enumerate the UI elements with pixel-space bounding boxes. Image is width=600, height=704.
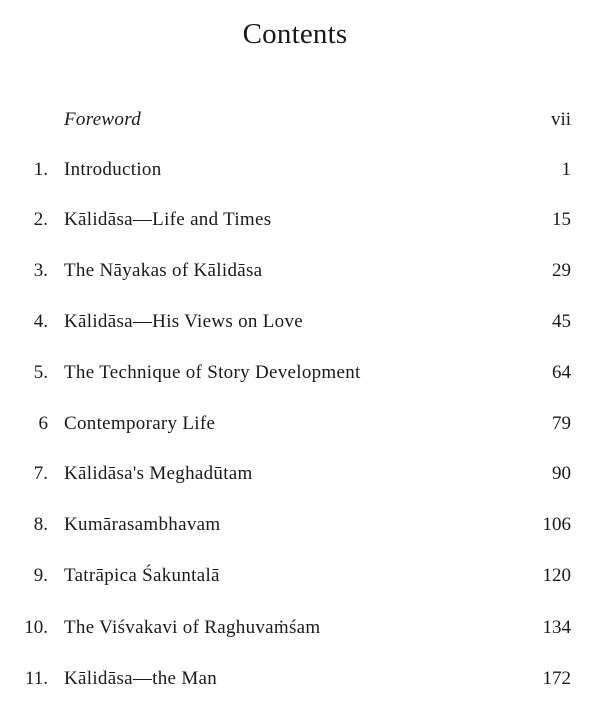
toc-entry-4 [0, 307, 600, 337]
entry-number: 11. [24, 668, 48, 689]
entry-number: 6 [38, 413, 48, 434]
entry-title: The Viśvakavi of Raghuvaṁśam [64, 617, 321, 638]
entry-title: Kālidāsa—Life and Times [64, 209, 272, 230]
toc-entry-foreword [0, 105, 600, 135]
entry-page: 64 [552, 362, 571, 383]
entry-page: vii [550, 109, 571, 130]
entry-number: 1. [33, 159, 48, 180]
entry-title: Tatrāpica Śakuntalā [64, 565, 220, 586]
entry-page: 15 [552, 209, 571, 230]
entry-number: 7. [33, 463, 48, 484]
toc-entry-2 [0, 205, 600, 235]
page-title: Contents [242, 18, 348, 50]
toc-entry-10 [0, 613, 600, 643]
entry-number: 9. [33, 565, 48, 586]
entry-number: 3. [33, 260, 48, 281]
toc-entry-8 [0, 510, 600, 540]
entry-number: 10. [24, 617, 48, 638]
toc-entry-11 [0, 664, 600, 694]
entry-page: 120 [542, 565, 571, 586]
entry-title: The Technique of Story Development [64, 362, 361, 383]
entry-title: The Nāyakas of Kālidāsa [64, 260, 263, 281]
entry-page: 90 [552, 463, 571, 484]
entry-title: Contemporary Life [64, 413, 216, 434]
entry-page: 79 [552, 413, 571, 434]
entry-page: 29 [552, 260, 571, 281]
toc-entry-3 [0, 256, 600, 286]
toc-entry-7 [0, 459, 600, 489]
toc-entry-5 [0, 358, 600, 388]
entry-title: Kumārasambhavam [64, 514, 221, 535]
entry-page: 45 [552, 311, 571, 332]
entry-number: 5. [33, 362, 48, 383]
entry-title: Kālidāsa's Meghadūtam [64, 463, 253, 484]
entry-page: 134 [542, 617, 571, 638]
entry-title: Kālidāsa—the Man [64, 668, 218, 689]
entry-page: 106 [542, 514, 571, 535]
entry-title: Kālidāsa—His Views on Love [64, 311, 304, 332]
toc-entry-1 [0, 155, 600, 185]
entry-title: Introduction [64, 159, 162, 180]
entry-number: 8. [33, 514, 48, 535]
toc-entry-6 [0, 409, 600, 439]
entry-page: 172 [542, 668, 571, 689]
entry-number: 2. [33, 209, 48, 230]
entry-number: 4. [33, 311, 48, 332]
toc-entry-9 [0, 561, 600, 591]
entry-title: Foreword [64, 109, 141, 130]
entry-page: 1 [561, 159, 571, 180]
